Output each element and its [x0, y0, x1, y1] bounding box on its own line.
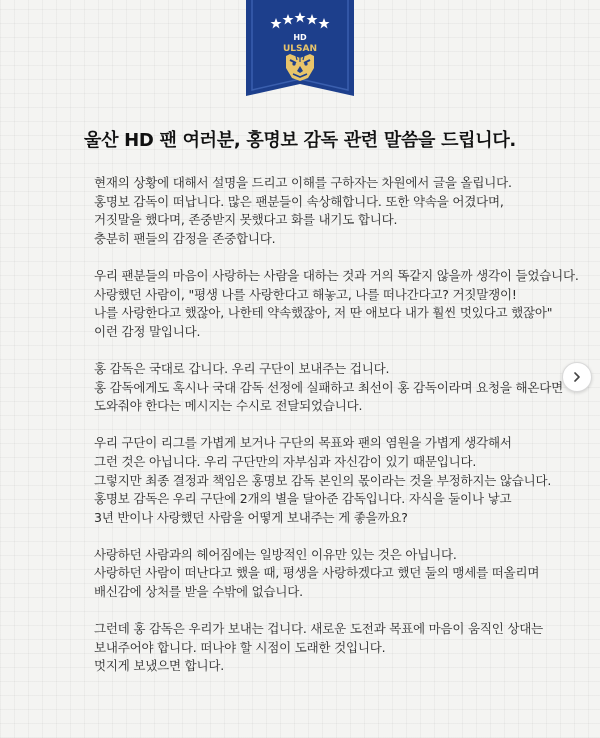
text-line: 그런 것은 아닙니다. 우리 구단만의 자부심과 자신감이 있기 때문입니다.	[94, 453, 477, 469]
text-line: 우리 구단이 리그를 가볍게 보거나 구단의 목표와 팬의 염원을 가볍게 생각해서	[94, 435, 512, 451]
emblem-top-text: HD	[293, 33, 307, 42]
statement-body	[94, 174, 579, 695]
text-line: 홍 감독에게도 혹시나 국대 감독 선정에 실패하고 최선이 홍 감독이라며 요청을 해온다면	[94, 379, 564, 395]
paragraph	[94, 620, 564, 676]
text-line: 현재의 상황에 대해서 설명을 드리고 이해를 구하자는 차원에서 글을 올립니다.	[94, 175, 512, 190]
paragraph	[94, 174, 564, 248]
text-line: 홍명보 감독은 우리 구단에 2개의 별을 달아준 감독입니다. 자식을 둘이나 낳고	[94, 491, 512, 507]
text-line: 홍 감독은 국대로 갑니다. 우리 구단이 보내주는 겁니다.	[94, 360, 390, 376]
text-line: 그렇지만 최종 결정과 책임은 홍명보 감독 본인의 몫이라는 것을 부정하지는 않습니다.	[94, 472, 552, 488]
text-line: 사랑했던 사람이, "평생 나를 사랑한다고 해놓고, 나를 떠나간다고? 거짓말쟁이!	[94, 286, 517, 302]
text-line: 사랑하던 사람과의 헤어짐에는 일방적인 이유만 있는 것은 아닙니다.	[94, 546, 457, 562]
paragraph	[94, 434, 564, 527]
text-line: 충분히 팬들의 감정을 존중합니다.	[94, 230, 276, 246]
text-line: 도와줘야 한다는 메시지는 수시로 전달되었습니다.	[94, 398, 363, 414]
ulsan-hd-crest-icon	[246, 0, 354, 108]
carousel-next-button[interactable]	[562, 362, 592, 392]
text-line: 이런 감정 말입니다.	[94, 323, 201, 339]
text-line: 보내주어야 합니다. 떠나야 할 시점이 도래한 것입니다.	[94, 639, 386, 655]
text-line: 배신감에 상처를 받을 수밖에 없습니다.	[94, 584, 303, 600]
text-line: 그런데 홍 감독은 우리가 보내는 겁니다. 새로운 도전과 목표에 마음이 움직인 상대는	[94, 621, 544, 637]
chevron-right-icon	[571, 371, 583, 383]
text-line: 나를 사랑한다고 했잖아, 나한테 약속했잖아, 저 딴 애보다 내가 훨씬 멋있다고 했잖아"	[94, 305, 553, 321]
emblem-bottom-text: ULSAN	[282, 44, 318, 54]
text-line: 멋지게 보냈으면 합니다.	[94, 658, 225, 674]
club-emblem	[246, 0, 354, 108]
text-line: 3년 반이나 사랑했던 사람을 어떻게 보내주는 게 좋을까요?	[94, 509, 408, 525]
page-title: 울산 HD 팬 여러분, 홍명보 감독 관련 말씀을 드립니다.	[84, 130, 516, 151]
text-line: 홍명보 감독이 떠납니다. 많은 팬분들이 속상해합니다. 또한 약속을 어겼다며,	[94, 193, 504, 209]
text-line: 우리 팬분들의 마음이 사랑하는 사람을 대하는 것과 거의 똑같지 않을까 생각이 들었습니다.	[94, 267, 579, 283]
text-line: 사랑하던 사람이 떠난다고 했을 때, 평생을 사랑하겠다고 했던 둘의 맹세를 떠올리며	[94, 565, 540, 581]
paragraph	[94, 546, 564, 602]
text-line: 거짓말을 했다며, 존중받지 못했다고 화를 내기도 합니다.	[94, 212, 398, 228]
paragraph	[94, 267, 579, 341]
paragraph	[94, 360, 564, 416]
